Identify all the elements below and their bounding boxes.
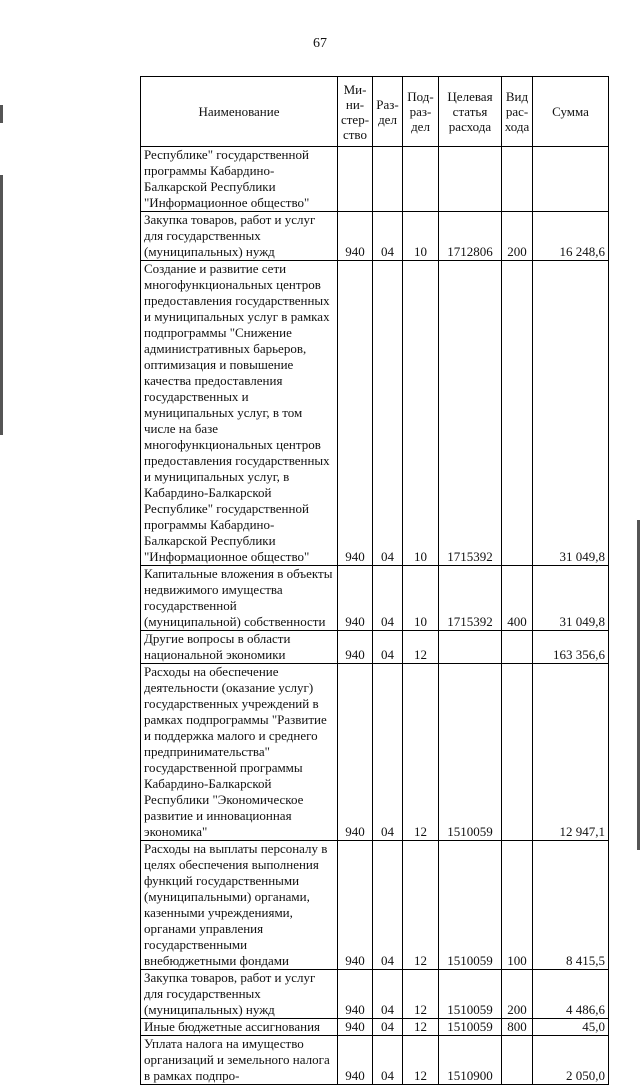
cell-section: 04 xyxy=(373,212,403,261)
table-row xyxy=(141,147,609,212)
header-name: Наименование xyxy=(141,77,338,147)
cell-ministry: 940 xyxy=(338,970,373,1019)
cell-section: 04 xyxy=(373,664,403,841)
cell-expense-type xyxy=(502,631,533,664)
cell-expense-type: 800 xyxy=(502,1019,533,1036)
table-row xyxy=(141,1019,609,1036)
cell-sum: 4 486,6 xyxy=(533,970,609,1019)
scan-margin-mark xyxy=(0,175,3,435)
cell-subsection: 12 xyxy=(403,664,439,841)
cell-sum: 45,0 xyxy=(533,1019,609,1036)
cell-expense-type xyxy=(502,261,533,566)
budget-table xyxy=(140,76,609,1085)
cell-name: Республике" государственной программы Кабардино-Балкарской Республики "Информационное общество" xyxy=(141,147,338,212)
cell-subsection: 12 xyxy=(403,970,439,1019)
cell-sum: 163 356,6 xyxy=(533,631,609,664)
cell-sum: 16 248,6 xyxy=(533,212,609,261)
header-sum: Сумма xyxy=(533,77,609,147)
cell-target-article: 1510059 xyxy=(439,1019,502,1036)
cell-ministry: 940 xyxy=(338,841,373,970)
cell-ministry: 940 xyxy=(338,212,373,261)
cell-section xyxy=(373,147,403,212)
cell-name: Иные бюджетные ассигнования xyxy=(141,1019,338,1036)
cell-ministry: 940 xyxy=(338,664,373,841)
cell-subsection: 12 xyxy=(403,631,439,664)
cell-name: Другие вопросы в области национальной экономики xyxy=(141,631,338,664)
cell-expense-type: 200 xyxy=(502,970,533,1019)
cell-ministry xyxy=(338,147,373,212)
cell-subsection xyxy=(403,147,439,212)
cell-target-article: 1510059 xyxy=(439,841,502,970)
header-section: Раз- дел xyxy=(373,77,403,147)
table-header-row xyxy=(141,77,609,147)
cell-target-article xyxy=(439,147,502,212)
table-row xyxy=(141,841,609,970)
cell-target-article xyxy=(439,631,502,664)
cell-section: 04 xyxy=(373,970,403,1019)
cell-sum: 12 947,1 xyxy=(533,664,609,841)
cell-name: Расходы на обеспечение деятельности (оказание услуг) государственных учреждений в рамках подпрограммы "Развитие и поддержка малого и среднего предпринимательства" государственной программы Кабардино-Балкарской Республики "Экономическое развитие и инновационная экономика" xyxy=(141,664,338,841)
cell-sum xyxy=(533,147,609,212)
cell-name: Закупка товаров, работ и услуг для государственных (муниципальных) нужд xyxy=(141,970,338,1019)
cell-name: Уплата налога на имущество организаций и земельного налога в рамках подпро- xyxy=(141,1036,338,1085)
cell-ministry: 940 xyxy=(338,261,373,566)
cell-ministry: 940 xyxy=(338,1019,373,1036)
cell-subsection: 10 xyxy=(403,566,439,631)
header-expense-type: Вид рас- хода xyxy=(502,77,533,147)
cell-ministry: 940 xyxy=(338,566,373,631)
cell-target-article: 1510059 xyxy=(439,970,502,1019)
cell-section: 04 xyxy=(373,1036,403,1085)
cell-subsection: 10 xyxy=(403,212,439,261)
cell-name: Создание и развитие сети многофункциональных центров предоставления государственных и муниципальных услуг в рамках подпрограммы "Снижение административных барьеров, оптимизация и повышение качества предоставления государственных и муниципальных услуг, в том числе на базе многофункциональных центров предоставления государственных и муниципальных услуг, в Кабардино-Балкарской Республике" государственной программы Кабардино-Балкарской Республики "Информационное общество" xyxy=(141,261,338,566)
cell-sum: 31 049,8 xyxy=(533,261,609,566)
cell-section: 04 xyxy=(373,841,403,970)
cell-ministry: 940 xyxy=(338,1036,373,1085)
cell-name: Расходы на выплаты персоналу в целях обеспечения выполнения функций государственными (муниципальными) органами, казенными учреждениями, органами управления государственными внебюджетными фондами xyxy=(141,841,338,970)
cell-target-article: 1715392 xyxy=(439,566,502,631)
cell-section: 04 xyxy=(373,261,403,566)
header-subsection: Под- раз- дел xyxy=(403,77,439,147)
cell-subsection: 12 xyxy=(403,1036,439,1085)
cell-section: 04 xyxy=(373,631,403,664)
cell-section: 04 xyxy=(373,1019,403,1036)
cell-subsection: 12 xyxy=(403,841,439,970)
cell-expense-type xyxy=(502,1036,533,1085)
cell-expense-type: 400 xyxy=(502,566,533,631)
table-row xyxy=(141,631,609,664)
cell-expense-type: 100 xyxy=(502,841,533,970)
cell-sum: 31 049,8 xyxy=(533,566,609,631)
cell-expense-type: 200 xyxy=(502,212,533,261)
table-row xyxy=(141,1036,609,1085)
cell-target-article: 1510900 xyxy=(439,1036,502,1085)
cell-subsection: 10 xyxy=(403,261,439,566)
cell-target-article: 1715392 xyxy=(439,261,502,566)
table-row xyxy=(141,212,609,261)
header-ministry: Ми- ни- стер- ство xyxy=(338,77,373,147)
table-row xyxy=(141,664,609,841)
cell-target-article: 1510059 xyxy=(439,664,502,841)
page-number: 67 xyxy=(313,36,327,51)
cell-subsection: 12 xyxy=(403,1019,439,1036)
cell-sum: 8 415,5 xyxy=(533,841,609,970)
scan-margin-mark xyxy=(0,105,3,123)
header-target-article: Целевая статья расхода xyxy=(439,77,502,147)
cell-name: Закупка товаров, работ и услуг для государственных (муниципальных) нужд xyxy=(141,212,338,261)
table-row xyxy=(141,261,609,566)
cell-target-article: 1712806 xyxy=(439,212,502,261)
cell-name: Капитальные вложения в объекты недвижимого имущества государственной (муниципальной) собственности xyxy=(141,566,338,631)
table-row xyxy=(141,970,609,1019)
cell-sum: 2 050,0 xyxy=(533,1036,609,1085)
cell-section: 04 xyxy=(373,566,403,631)
cell-ministry: 940 xyxy=(338,631,373,664)
table-row xyxy=(141,566,609,631)
cell-expense-type xyxy=(502,147,533,212)
cell-expense-type xyxy=(502,664,533,841)
